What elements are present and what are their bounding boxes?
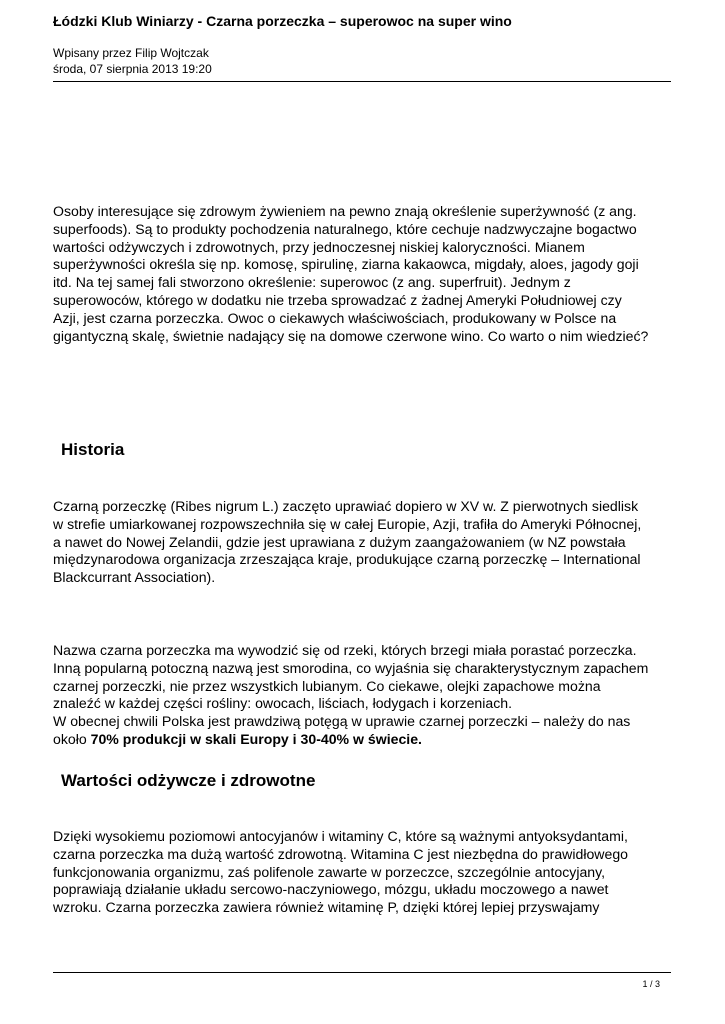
text-line: wzroku. Czarna porzeczka zawiera również witaminę P, dzięki której lepiej przyswajamy <box>53 899 600 916</box>
text-line: czarnej porzeczki, nie przez wszystkich lubianym. Co ciekawe, olejki zapachowe można <box>53 677 601 694</box>
history-paragraph-2 <box>53 642 678 749</box>
text-line-with-bold <box>53 731 678 749</box>
intro-paragraph <box>53 203 678 345</box>
author-line: Wpisany przez Filip Wojtczak <box>53 46 209 60</box>
text-line: czarna porzeczka ma dużą wartość zdrowotną. Witamina C jest niezbędna do prawidłowego <box>53 845 628 862</box>
header-divider <box>53 81 671 82</box>
values-paragraph <box>53 828 678 917</box>
text-line: Azji, jest czarna porzeczka. Owoc o ciekawych właściwościach, produkowany w Polsce na <box>53 309 617 326</box>
text-line: Nazwa czarna porzeczka ma wywodzić się od rzeki, których brzegi miała porastać porzeczka. <box>53 642 637 658</box>
text-line: Inną popularną potoczną nazwą jest smorodina, co wyjaśnia się charakterystycznym zapachem <box>53 659 649 676</box>
text-line: superowoców, którego w dodatku nie trzeba sprowadzać z żadnej Ameryki Południowej czy <box>53 291 622 308</box>
history-paragraph-1 <box>53 498 678 587</box>
text-line: superżywności określa się np. komosę, spirulinę, ziarna kakaowca, migdały, aloes, jagody goji <box>53 256 639 273</box>
text-line: superfoods). Są to produkty pochodzenia naturalnego, które cechuje nadzwyczajne bogactwo <box>53 220 637 237</box>
text-line: międzynarodowa organizacja zrzeszająca kraje, produkujące czarną porzeczkę – International <box>53 551 641 568</box>
text-line: Osoby interesujące się zdrowym żywieniem na pewno znają określenie superżywność (z ang. <box>53 203 637 219</box>
text-line: Blackcurrant Association). <box>53 569 216 586</box>
page-number: 1 / 3 <box>642 979 660 989</box>
text-line: gigantyczną skalę, świetnie nadający się na domowe czerwone wino. Co warto o nim wiedzieć? <box>53 327 649 344</box>
text-line: Czarną porzeczkę (Ribes nigrum L.) zaczęto uprawiać dopiero w XV w. Z pierwotnych siedlisk <box>53 498 639 514</box>
bold-statistic: 70% produkcji w skali Europy i 30-40% w świecie. <box>90 730 422 747</box>
text-line: w strefie umiarkowanej rozpowszechniła się w całej Europie, Azji, trafiła do Ameryki Północnej, <box>53 515 642 532</box>
page-header-title: Łódzki Klub Winiarzy - Czarna porzeczka – superowoc na super wino <box>53 13 512 29</box>
text-line: poprawiają działanie układu sercowo-naczyniowego, mózgu, układu moczowego a nawet <box>53 881 609 898</box>
text-line: znaleźć w każdej części rośliny: owocach, liściach, łodygach i korzeniach. <box>53 695 513 712</box>
text-line: a nawet do Nowej Zelandii, gdzie jest uprawiana z dużym zaangażowaniem (w NZ powstała <box>53 533 626 550</box>
text-line: Dzięki wysokiemu poziomowi antocyjanów i witaminy C, które są ważnymi antyoksydantami, <box>53 828 628 844</box>
footer-divider <box>53 972 671 973</box>
date-line: środa, 07 sierpnia 2013 19:20 <box>53 62 212 76</box>
values-heading: Wartości odżywcze i zdrowotne <box>61 771 316 790</box>
text-line: itd. Na tej samej fali stworzono określenie: superowoc (z ang. superfruit). Jednym z <box>53 274 571 291</box>
text-line: W obecnej chwili Polska jest prawdziwą potęgą w uprawie czarnej porzeczki – należy do nas <box>53 713 631 730</box>
text-line: wartości odżywczych i zdrowotnych, przy jednoczesnej niskiej kaloryczności. Mianem <box>53 238 585 255</box>
text-segment: około <box>53 730 91 747</box>
history-heading: Historia <box>61 440 125 459</box>
text-line: funkcjonowania organizmu, zaś polifenole zawarte w porzeczce, szczególnie antocyjany, <box>53 863 606 880</box>
